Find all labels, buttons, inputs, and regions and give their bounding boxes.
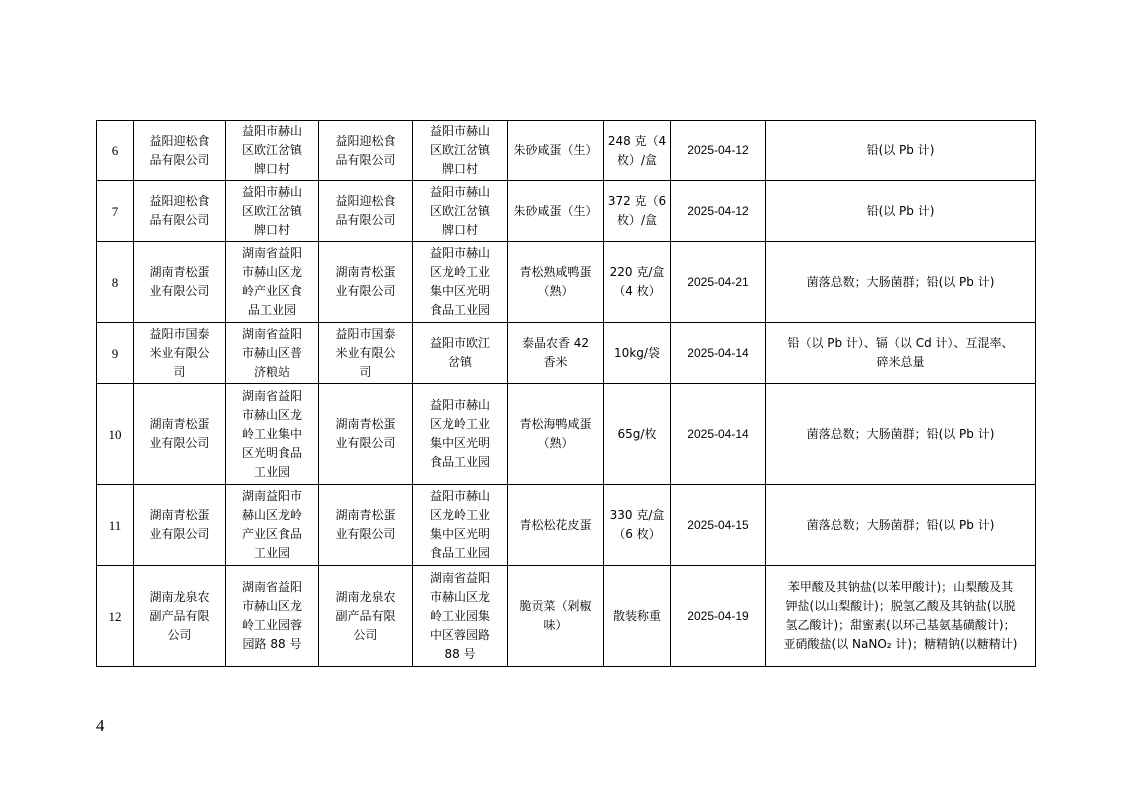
specification-cell [604, 181, 671, 242]
unqualified-items-cell-line: 菌落总数；大肠菌群；铅(以 Pb 计) [806, 426, 995, 441]
sampled-unit-cell-line: 业有限公司 [335, 436, 396, 450]
producer-cell [134, 485, 226, 566]
sampled-address-cell-line: 牌口村 [441, 162, 478, 176]
producer-address-cell-line: 湖南益阳市 [241, 489, 302, 503]
producer-cell-line: 益阳迎松食 [149, 194, 210, 208]
producer-address-cell-line: 益阳市赫山 [241, 184, 302, 199]
sampled-address-cell-line: 益阳市赫山 [429, 489, 490, 503]
sampled-address-cell-line: 牌口村 [441, 222, 478, 237]
specification-cell-line: 65g/枚 [617, 426, 657, 441]
sampled-unit-cell [319, 323, 413, 384]
producer-address-cell [226, 121, 319, 181]
specification-cell-line: （6 枚） [613, 527, 661, 541]
sampled-address-cell [413, 323, 508, 384]
table-row [97, 121, 1036, 181]
producer-address-cell [226, 566, 319, 667]
producer-address-cell-line: 工业园 [253, 546, 290, 560]
sampled-address-cell-line: 益阳市赫山 [429, 398, 490, 412]
product-name-cell-line: 青松海鸭咸蛋 [519, 417, 592, 431]
producer-cell-line: 业有限公司 [149, 527, 210, 541]
specification-cell-line: 220 克/盒 [609, 265, 665, 279]
sampled-unit-cell-line: 公司 [353, 627, 378, 642]
row-number-cell: 10 [97, 384, 134, 485]
producer-address-cell-line: 牌口村 [253, 222, 290, 237]
unqualified-items-cell [766, 121, 1036, 181]
sampled-address-cell-line: 区欧江岔镇 [429, 143, 490, 157]
producer-address-cell-line: 湖南省益阳 [241, 580, 302, 594]
producer-cell-line: 业有限公司 [149, 436, 210, 450]
producer-cell-line: 副产品有限 [149, 608, 210, 623]
specification-cell [604, 384, 671, 485]
specification-cell-line: 248 克（4 [607, 133, 667, 148]
row-number-cell: 6 [97, 121, 134, 181]
producer-address-cell-line: 产业区食品 [241, 527, 302, 541]
sampled-address-cell-line: 市赫山区龙 [429, 589, 490, 604]
producer-address-cell-line: 湖南省益阳 [241, 388, 302, 403]
production-date-cell: 2025-04-15 [671, 485, 766, 566]
specification-cell-line: 散装称重 [612, 608, 661, 623]
producer-cell-line: 品有限公司 [149, 213, 210, 227]
producer-cell [134, 323, 226, 384]
sampled-address-cell-line: 食品工业园 [429, 303, 490, 317]
producer-cell-line: 公司 [167, 627, 192, 642]
sampled-unit-cell-line: 业有限公司 [335, 284, 396, 298]
sampled-address-cell-line: 岭工业园集 [429, 608, 490, 623]
specification-cell-line: 枚）/盒 [616, 213, 658, 227]
sampled-address-cell-line: 集中区光明 [429, 436, 490, 450]
producer-address-cell-line: 岭产业区食 [241, 284, 302, 298]
table-row [97, 323, 1036, 384]
sampled-unit-cell-line: 湖南青松蛋 [335, 265, 396, 279]
row-number-cell: 8 [97, 242, 134, 323]
sampled-address-cell-line: 中区蓉园路 [429, 627, 490, 642]
unqualified-items-cell [766, 242, 1036, 323]
unqualified-items-cell-line: 铅（以 Pb 计）、镉（以 Cd 计）、互混率、 [787, 336, 1014, 350]
unqualified-items-cell-line: 钾盐(以山梨酸计)；脱氢乙酸及其钠盐(以脱 [785, 599, 1016, 613]
sampled-address-cell-line: 益阳市赫山 [429, 184, 490, 199]
product-name-cell [508, 121, 604, 181]
unqualified-items-cell-line: 菌落总数；大肠菌群；铅(以 Pb 计) [806, 517, 995, 532]
producer-address-cell-line: 济粮站 [253, 364, 290, 379]
product-name-cell-line: 味） [543, 618, 568, 632]
producer-address-cell-line: 市赫山区普 [241, 345, 302, 360]
sampled-address-cell-line: 88 号 [444, 646, 476, 661]
unqualified-items-cell-line: 铅(以 Pb 计) [866, 203, 935, 218]
sampled-address-cell-line: 食品工业园 [429, 455, 490, 469]
sampled-address-cell-line: 食品工业园 [429, 546, 490, 560]
producer-address-cell [226, 384, 319, 485]
producer-address-cell-line: 益阳市赫山 [241, 124, 302, 138]
sampled-address-cell-line: 益阳市赫山 [429, 246, 490, 260]
product-name-cell-line: 青松松花皮蛋 [519, 517, 592, 532]
producer-address-cell-line: 湖南省益阳 [241, 326, 302, 341]
sampled-address-cell-line: 区龙岭工业 [429, 265, 490, 279]
production-date-cell: 2025-04-21 [671, 242, 766, 323]
producer-address-cell [226, 323, 319, 384]
sampled-address-cell [413, 242, 508, 323]
producer-address-cell-line: 市赫山区龙 [241, 265, 302, 279]
sampled-unit-cell [319, 485, 413, 566]
sampled-address-cell [413, 121, 508, 181]
producer-cell-line: 司 [173, 364, 186, 379]
producer-address-cell-line: 岭工业集中 [241, 426, 302, 441]
table-row [97, 181, 1036, 242]
unqualified-items-cell [766, 181, 1036, 242]
product-name-cell-line: （熟） [537, 436, 574, 450]
unqualified-items-cell-line: 碎米总量 [876, 355, 925, 369]
specification-cell-line: （4 枚） [613, 284, 661, 298]
production-date-cell: 2025-04-12 [671, 181, 766, 242]
unqualified-items-cell [766, 384, 1036, 485]
sampled-unit-cell-line: 米业有限公 [335, 345, 396, 360]
row-number-cell: 7 [97, 181, 134, 242]
producer-cell-line: 业有限公司 [149, 284, 210, 298]
table-row [97, 242, 1036, 323]
producer-cell-line: 品有限公司 [149, 152, 210, 167]
sampled-address-cell [413, 181, 508, 242]
sampled-address-cell-line: 益阳市赫山 [429, 124, 490, 138]
production-date-cell: 2025-04-19 [671, 566, 766, 667]
producer-cell-line: 湖南青松蛋 [149, 265, 210, 279]
producer-cell-line: 湖南青松蛋 [149, 508, 210, 522]
table-row [97, 384, 1036, 485]
producer-address-cell-line: 赫山区龙岭 [241, 508, 302, 522]
sampled-unit-cell [319, 384, 413, 485]
sampled-address-cell-line: 集中区光明 [429, 284, 490, 298]
producer-address-cell [226, 181, 319, 242]
sampled-address-cell [413, 384, 508, 485]
sampled-address-cell-line: 区龙岭工业 [429, 417, 490, 431]
product-name-cell-line: （熟） [537, 284, 574, 298]
specification-cell-line: 枚）/盒 [616, 152, 658, 167]
specification-cell [604, 323, 671, 384]
sampled-unit-cell-line: 湖南青松蛋 [335, 417, 396, 431]
table-row [97, 485, 1036, 566]
producer-cell-line: 湖南龙泉农 [149, 589, 210, 604]
unqualified-items-cell [766, 566, 1036, 667]
producer-address-cell-line: 区欧江岔镇 [241, 143, 302, 157]
sampled-unit-cell-line: 业有限公司 [335, 527, 396, 541]
product-name-cell-line: 泰晶农香 42 [521, 336, 590, 350]
producer-address-cell-line: 工业园 [253, 464, 290, 479]
producer-address-cell-line: 市赫山区龙 [241, 599, 302, 613]
producer-address-cell [226, 242, 319, 323]
product-name-cell-line: 香米 [543, 355, 568, 369]
table-row [97, 566, 1036, 667]
sampled-unit-cell-line: 司 [359, 364, 372, 379]
sampled-address-cell [413, 485, 508, 566]
product-name-cell [508, 242, 604, 323]
sampled-address-cell-line: 区龙岭工业 [429, 508, 490, 522]
producer-address-cell-line: 区欧江岔镇 [241, 203, 302, 218]
sampled-unit-cell-line: 湖南青松蛋 [335, 508, 396, 522]
specification-cell [604, 566, 671, 667]
producer-address-cell-line: 湖南省益阳 [241, 246, 302, 260]
producer-cell [134, 242, 226, 323]
producer-cell [134, 566, 226, 667]
row-number-cell: 12 [97, 566, 134, 667]
sampled-unit-cell-line: 品有限公司 [335, 213, 396, 227]
sampled-unit-cell [319, 242, 413, 323]
sampled-unit-cell-line: 益阳迎松食 [335, 133, 396, 148]
product-name-cell-line: 脆贡菜（剁椒 [519, 599, 592, 613]
producer-cell-line: 益阳迎松食 [149, 133, 210, 148]
sampled-unit-cell-line: 湖南龙泉农 [335, 589, 396, 604]
producer-address-cell-line: 园路 88 号 [242, 637, 302, 651]
product-name-cell [508, 323, 604, 384]
page-number: 4 [96, 716, 105, 735]
specification-cell-line: 10kg/袋 [614, 345, 660, 360]
specification-cell-line: 330 克/盒 [609, 508, 665, 522]
producer-address-cell-line: 区光明食品 [241, 445, 302, 460]
unqualified-items-cell-line: 苯甲酸及其钠盐(以苯甲酸计)；山梨酸及其 [787, 580, 1014, 594]
product-name-cell [508, 181, 604, 242]
production-date-cell: 2025-04-14 [671, 323, 766, 384]
unqualified-items-cell-line: 铅(以 Pb 计) [866, 143, 935, 157]
producer-address-cell-line: 市赫山区龙 [241, 407, 302, 422]
sampled-address-cell-line: 岔镇 [447, 355, 472, 369]
production-date-cell: 2025-04-12 [671, 121, 766, 181]
product-name-cell-line: 青松熟咸鸭蛋 [519, 265, 592, 279]
sampled-address-cell-line: 益阳市欧江 [429, 336, 490, 350]
sampled-address-cell-line: 区欧江岔镇 [429, 203, 490, 218]
unqualified-items-cell [766, 485, 1036, 566]
production-date-cell: 2025-04-14 [671, 384, 766, 485]
producer-address-cell-line: 品工业园 [247, 303, 296, 317]
product-name-cell [508, 566, 604, 667]
sampled-unit-cell-line: 副产品有限 [335, 608, 396, 623]
producer-cell [134, 121, 226, 181]
sampled-unit-cell [319, 181, 413, 242]
producer-address-cell [226, 485, 319, 566]
row-number-cell: 9 [97, 323, 134, 384]
unqualified-items-cell-line: 菌落总数；大肠菌群；铅(以 Pb 计) [806, 274, 995, 289]
sampled-address-cell-line: 集中区光明 [429, 527, 490, 541]
sampled-unit-cell-line: 益阳迎松食 [335, 194, 396, 208]
sampled-unit-cell-line: 品有限公司 [335, 152, 396, 167]
product-name-cell-line: 朱砂咸蛋（生） [513, 203, 598, 218]
sampled-unit-cell [319, 121, 413, 181]
row-number-cell: 11 [97, 485, 134, 566]
producer-cell-line: 益阳市国泰 [149, 326, 210, 341]
specification-cell-line: 372 克（6 [607, 194, 667, 208]
producer-cell-line: 湖南青松蛋 [149, 417, 210, 431]
unqualified-items-cell [766, 323, 1036, 384]
producer-cell [134, 384, 226, 485]
unqualified-items-cell-line: 氢乙酸计)；甜蜜素(以环己基氨基磺酸计)； [785, 618, 1016, 632]
product-name-cell-line: 朱砂咸蛋（生） [513, 143, 598, 157]
producer-cell-line: 米业有限公 [149, 345, 210, 360]
sampled-address-cell-line: 湖南省益阳 [429, 570, 490, 585]
sampled-unit-cell [319, 566, 413, 667]
specification-cell [604, 121, 671, 181]
sampled-unit-cell-line: 益阳市国泰 [335, 326, 396, 341]
product-name-cell [508, 384, 604, 485]
producer-address-cell-line: 牌口村 [253, 162, 290, 176]
producer-address-cell-line: 岭工业园蓉 [241, 618, 302, 632]
specification-cell [604, 242, 671, 323]
sampled-address-cell [413, 566, 508, 667]
sampling-results-table [96, 120, 1036, 667]
product-name-cell [508, 485, 604, 566]
specification-cell [604, 485, 671, 566]
producer-cell [134, 181, 226, 242]
unqualified-items-cell-line: 亚硝酸盐(以 NaNO₂ 计)；糖精钠(以糖精计) [783, 637, 1018, 651]
